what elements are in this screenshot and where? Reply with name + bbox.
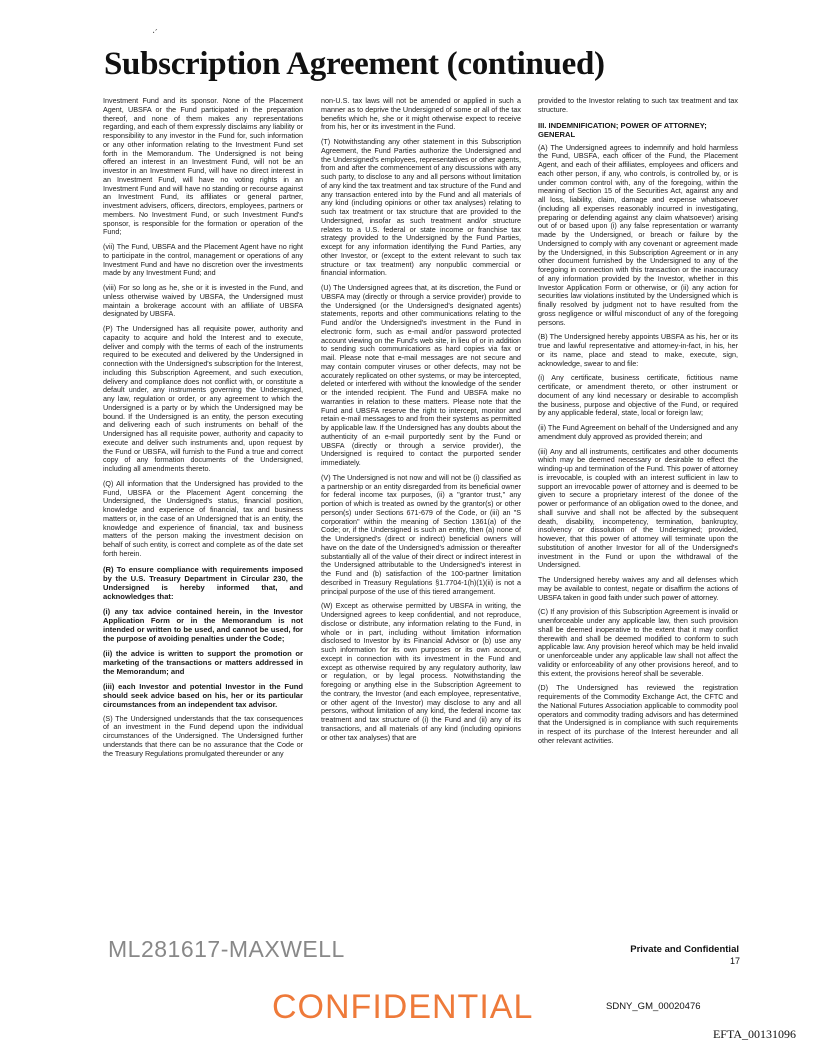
- paragraph: The Undersigned hereby waives any and all defenses which may be available to contest, negate or disaffirm the actions of UBSFA taken in good faith under such power of attorney.: [538, 575, 738, 602]
- paragraph: Investment Fund and its sponsor. None of the Placement Agent, UBSFA or the Fund participated in the preparation thereof, and none of them makes any representations regarding, and each of them expressly disclaims any liability or responsibility to any investor in the Fund for, such information or any other information relating to the Investment Fund set forth in the Memorandum. The Undersigned is not being offered an interest in an Investment Fund, will not be an investor in an Investment Fund, will have no direct interest in an Investment Fund, will have no voting rights in an Investment Fund and will have no standing or recourse against an Investment Fund, its affiliates or general partner, investment advisers, officers, directors, employees, partners or members. No Investment Fund, or such Investment Fund's sponsor, is responsible for the formation or operation of the Fund;: [103, 97, 303, 237]
- paragraph: provided to the Investor relating to such tax treatment and tax structure.: [538, 97, 738, 114]
- paragraph: (vii) The Fund, UBSFA and the Placement Agent have no right to participate in the control, management or operations of any Investment Fund and have no discretion over the investments made by any Investment Fund; and: [103, 242, 303, 278]
- corner-mark: ·′: [152, 28, 158, 39]
- text-column-3: [538, 97, 738, 972]
- paragraph: (ii) the advice is written to support the promotion or marketing of the transactions or matters addressed in the Memorandum; and: [103, 648, 303, 676]
- bates-stamp: ML281617-MAXWELL: [108, 936, 345, 962]
- paragraph: (i) any tax advice contained herein, in the Investor Application Form or in the Memorandum is not intended or written to be used, and cannot be used, for the purpose of avoiding penalties under the Code;: [103, 606, 303, 643]
- section-heading: III. INDEMNIFICATION; POWER OF ATTORNEY; GENERAL: [538, 120, 707, 139]
- private-confidential-label: Private and Confidential: [630, 944, 739, 955]
- paragraph: (D) The Undersigned has reviewed the registration requirements of the Commodity Exchange Act, the CFTC and the National Futures Association applicable to commodity pool operators and commodity trading advisors and has determined that the Undersigned is in compliance with such requirements in respect of its purchase of the Interest hereunder and all other relevant activities.: [538, 683, 738, 745]
- paragraph: (A) The Undersigned agrees to indemnify and hold harmless the Fund, UBSFA, each officer of the Fund, the Placement Agent, and each of their affiliates, employees and officers and each other person, if any, who controls, is controlled by, or is under common control with, any of the foregoing, within the meaning of Section 15 of the Securities Act, against any and all loss, liability, claim, damage and expense whatsoever (including all expenses reasonably incurred in investigating, preparing or defending against any claim whatsoever) arising out of or based upon (i) any false representation or warranty made by the Undersigned, or breach or failure by the Undersigned to comply with any covenant or agreement made by the Undersigned, in this Subscription Agreement or in any other document furnished by the Undersigned to any of the foregoing in connection with this transaction or the inaccuracy of any information provided by the Investor, whether in this Investor Application Form or otherwise, or (ii) any action for securities law violations instituted by the Undersigned which is finally resolved by judgment not to have resulted from the gross negligence or willful misconduct of any of the foregoing persons.: [538, 142, 738, 327]
- paragraph: (P) The Undersigned has all requisite power, authority and capacity to acquire and hold the Interest and to execute, deliver and comply with the terms of each of the instruments required to be executed and delivered by the Undersigned in connection with the Undersigned's subscription for the Interest, including this Subscription Agreement, and such execution, delivery and compliance does not conflict with, or constitute a default under, any instruments governing the Undersigned, any law, regulation or order, or any agreement to which the Undersigned is a party or by which the Undersigned may be bound. If the Undersigned is an entity, the person executing and delivering each of such instruments on behalf of the Undersigned has all requisite power, authority and capacity to execute and deliver such instruments and, upon request by the Fund or UBSFA, will furnish to the Fund a true and correct copy of any formation documents of the Undersigned, including all amendments thereto.: [103, 324, 303, 473]
- paragraph: (Q) All information that the Undersigned has provided to the Fund, UBSFA or the Placement Agent concerning the Undersigned, the Undersigned's status, financial position, knowledge and experience of financial, tax and business matters or, in the case of an Undersigned that is an entity, the knowledge and experience of financial, tax and business matters of the person making the investment decision on behalf of such entity, is correct and complete as of the date set forth herein.: [103, 478, 303, 558]
- page-number: 17: [729, 956, 740, 966]
- paragraph: (viii) For so long as he, she or it is invested in the Fund, and unless otherwise waived by UBSFA, the Undersigned must maintain a brokerage account with an affiliate of UBSFA designated by UBSFA.: [103, 283, 303, 319]
- paragraph: (W) Except as otherwise permitted by UBSFA in writing, the Undersigned agrees to keep confidential, and not reproduce, disclose or distribute, any information relating to the Fund, in whole or in part, including without limitation information disclosed to Investor by its Financial Advisor or (b) use any such information for its own purposes or its own account, except in connection with its investment in the Fund and except as otherwise required by any regulatory authority, law or regulation, or by legal process. Notwithstanding the foregoing or anything else in the Subscription Agreement to the contrary, the Investor (and each employee, representative, or other agent of the Investor) may disclose to any and all persons, without limitation of any kind, the federal income tax treatment and tax structure of (i) the Fund and (ii) any of its transactions, and all materials of any kind (including opinions or other tax analyses) that are: [321, 601, 521, 742]
- confidential-stamp: CONFIDENTIAL: [272, 988, 534, 1026]
- paragraph: non-U.S. tax laws will not be amended or applied in such a manner as to deprive the Undersigned of some or all of the tax benefits which he, she or it might otherwise expect to receive from his, her or its investment in the Fund.: [321, 97, 521, 132]
- page-title: Subscription Agreement (continued): [104, 46, 605, 82]
- paragraph: (S) The Undersigned understands that the tax consequences of an investment in the Fund depend upon the individual circumstances of the Undersigned. The Undersigned further understands that there can be no assurance that the Code or the Treasury Regulations promulgated thereunder or any: [103, 713, 303, 758]
- text-column-2: [321, 97, 521, 972]
- text-column-1: [103, 97, 303, 972]
- paragraph: (ii) The Fund Agreement on behalf of the Undersigned and any amendment duly approved as provided therein; and: [538, 423, 738, 441]
- paragraph: (iii) each Investor and potential Investor in the Fund should seek advice based on his, her or its particular circumstances from an independent tax advisor.: [103, 681, 303, 709]
- paragraph: (U) The Undersigned agrees that, at its discretion, the Fund or UBSFA may (directly or through a service provider) provide to the Undersigned (or the Undersigned's designated agents) statements, reports and other communications relating to the Fund and/or the Undersigned's investment in the Fund in electronic form, such as e-mail and/or password protected account viewing on the Fund's web site, in lieu of or in addition to sending such communications as hard copies via fax or mail. Please note that e-mail messages are not secure and may contain computer viruses or other defects, may not be accurately replicated on other systems, or may be intercepted, deleted or interfered with without the knowledge of the sender or the intended recipient. The Fund and UBSFA make no warranties in relation to these matters. Please note that the Fund and UBSFA reserve the right to intercept, monitor and retain e-mail messages to and from their systems as permitted by applicable law. If the Undersigned has any doubts about the authenticity of an e-mail purportedly sent by the Fund or UBSFA (directly or through a service provider), the Undersigned is required to contact the purported sender immediately.: [321, 283, 521, 467]
- paragraph: (iii) Any and all instruments, certificates and other documents which may be deemed necessary or desirable to effect the winding-up and termination of the Fund. This power of attorney is irrevocable, is coupled with an interest sufficient in law to support an irrevocable power of attorney and is deemed to be given to secure a proprietary interest of the donee of the power or performance of an obligation owed to the donee, and shall survive and shall not be affected by the subsequent death, disability, incompetency, termination, bankruptcy, insolvency or dissolution of the Undersigned; provided, however, that this power of attorney will terminate upon the substitution of another Investor for all of the Undersigned's investment in the Fund or upon the withdrawal of the Undersigned.: [538, 446, 738, 570]
- paragraph: (T) Notwithstanding any other statement in this Subscription Agreement, the Fund Parties authorize the Undersigned and the Undersigned's employees, representatives or other agents, from and after the commencement of any discussions with any such party, to disclose to any and all persons without limitation of any kind the tax treatment and tax structure of the Fund and any transaction entered into by the Fund and all materials of any kind (including opinions or other tax analyses) relating to such tax treatment or tax structure that are provided to the Undersigned, insofar as such treatment and/or structure relates to a U.S. federal or state income or franchise tax strategy provided to the Undersigned by the Fund Parties, except for any information identifying the Fund Parties, any other Investor, or (except to the extent relevant to such tax structure or tax treatment) any nonpublic commercial or financial information.: [321, 137, 521, 278]
- paragraph: (i) Any certificate, business certificate, fictitious name certificate, or amendment thereto, or other instrument or document of any kind necessary or desirable to accomplish the business, purpose and objective of the Fund, or required by any applicable federal, state, local or foreign law;: [538, 373, 738, 418]
- efta-id: EFTA_00131096: [712, 1027, 796, 1041]
- paragraph: (V) The Undersigned is not now and will not be (i) classified as a partnership or an entity disregarded from its beneficial owner for federal income tax purposes, (ii) a "grantor trust," any portion of which is treated as owned by the grantor(s) or other person(s) under Sections 671-679 of the Code, or (iii) an "S corporation" within the meaning of Section 1361(a) of the Code; or, if the Undersigned is such an entity, then (a) none of the Undersigned's (direct or indirect) beneficial owners will have on the date of the Undersigned's admission or thereafter substantially all of the value of their direct or indirect interest in the Undersigned attributable to the Undersigned's interest in the Fund and (b) satisfaction of the 100-partner limitation described in Treasury Regulations §1.7704-1(h)(1)(ii) is not a principal purpose of the use of this tiered arrangement.: [321, 472, 521, 596]
- paragraph: (R) To ensure compliance with requirements imposed by the U.S. Treasury Department in Circular 230, the Undersigned is hereby informed that, and acknowledges that:: [103, 564, 303, 601]
- document-id: SDNY_GM_00020476: [606, 1001, 701, 1012]
- paragraph: (C) If any provision of this Subscription Agreement is invalid or unenforceable under any applicable law, then such provision shall be deemed inoperative to the extent that it may conflict therewith and shall be deemed modified to conform to such applicable law. Any provision hereof which may be held invalid or unenforceable under any applicable law shall not affect the validity or enforceability of any other provisions hereof, and to this extent, the provisions hereof shall be severable.: [538, 607, 738, 678]
- paragraph: (B) The Undersigned hereby appoints UBSFA as his, her or its true and lawful representative and attorney-in-fact, in his, her or its name, place and stead to make, execute, sign, acknowledge, swear to and file:: [538, 332, 738, 368]
